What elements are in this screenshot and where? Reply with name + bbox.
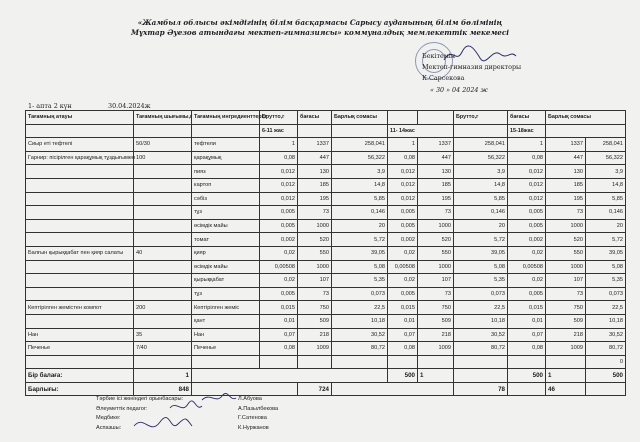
table-cell: 185 bbox=[418, 178, 454, 192]
table-cell: 0,005 bbox=[388, 206, 418, 220]
table-cell: 0,08 bbox=[508, 342, 546, 356]
approval-role: Мектеп-гимназия директоры bbox=[422, 63, 522, 71]
header-cell: Барлық сомасы bbox=[332, 111, 388, 125]
approval-label: Бекітемін bbox=[422, 52, 456, 60]
table-cell bbox=[26, 233, 134, 247]
table-cell: 0,002 bbox=[260, 233, 298, 247]
table-cell: 0,015 bbox=[388, 301, 418, 315]
table-cell bbox=[454, 355, 508, 369]
table-cell: 5,35 bbox=[332, 274, 388, 288]
table-row bbox=[26, 314, 626, 328]
table-cell: 30,52 bbox=[586, 328, 626, 342]
table-cell: 39,05 bbox=[586, 246, 626, 260]
table-cell: 0,012 bbox=[508, 178, 546, 192]
table-cell: Балғын қырыққабат пен қияр салаты bbox=[26, 246, 134, 260]
table-cell: 107 bbox=[546, 274, 586, 288]
header-cell: 6-11 жас bbox=[260, 124, 298, 138]
header-cell: Тағамның ингредиенттері,г bbox=[192, 111, 260, 125]
table-cell: 0,012 bbox=[260, 178, 298, 192]
table-cell: 218 bbox=[418, 328, 454, 342]
header-cell: Тағамның шығымы,г bbox=[134, 111, 192, 125]
table-cell: 218 bbox=[298, 328, 332, 342]
signature-name: Л.Абуова bbox=[238, 396, 262, 402]
header-cell: Брутто,г bbox=[260, 111, 298, 125]
table-row bbox=[26, 151, 626, 165]
table-cell bbox=[134, 206, 192, 220]
table-cell: 185 bbox=[546, 178, 586, 192]
header-cell bbox=[418, 111, 454, 125]
table-cell: 0,073 bbox=[332, 287, 388, 301]
table-cell: 258,041 bbox=[586, 138, 626, 152]
table-row bbox=[26, 206, 626, 220]
table-cell: 0,005 bbox=[260, 219, 298, 233]
total-cell bbox=[192, 369, 388, 383]
table-cell: 0,012 bbox=[508, 192, 546, 206]
table-cell: 10,18 bbox=[332, 314, 388, 328]
table-cell: 100 bbox=[134, 151, 192, 165]
table-row bbox=[26, 328, 626, 342]
table-cell: 5,08 bbox=[586, 260, 626, 274]
table-cell bbox=[26, 192, 134, 206]
table-cell: 0,08 bbox=[260, 342, 298, 356]
table-cell: 0,146 bbox=[586, 206, 626, 220]
table-cell: 0,02 bbox=[508, 246, 546, 260]
header-cell: бағасы bbox=[298, 111, 332, 125]
table-cell: 0,08 bbox=[388, 151, 418, 165]
table-cell: 0,073 bbox=[454, 287, 508, 301]
table-cell: 447 bbox=[298, 151, 332, 165]
table-cell: 447 bbox=[418, 151, 454, 165]
table-cell: 39,05 bbox=[332, 246, 388, 260]
table-cell: 200 bbox=[134, 301, 192, 315]
table-cell bbox=[26, 165, 134, 179]
table-cell bbox=[134, 233, 192, 247]
table-cell: 258,041 bbox=[332, 138, 388, 152]
table-cell: қант bbox=[192, 314, 260, 328]
table-cell: 1337 bbox=[418, 138, 454, 152]
table-cell: 0,146 bbox=[454, 206, 508, 220]
table-cell: 550 bbox=[546, 246, 586, 260]
table-cell: 0,012 bbox=[388, 192, 418, 206]
table-cell: 0,012 bbox=[388, 178, 418, 192]
signature-name: А.Пазылбекова bbox=[238, 405, 279, 412]
table-cell: Печенье bbox=[26, 342, 134, 356]
total-cell: 500 bbox=[586, 369, 626, 383]
table-cell bbox=[134, 178, 192, 192]
table-cell: 0,005 bbox=[508, 219, 546, 233]
table-cell: 0,073 bbox=[586, 287, 626, 301]
org-title-line2: Мұхтар Әуезов атындағы мектеп-гимназиясы» коммуналдық мемлекеттік мекемесі bbox=[131, 28, 509, 37]
table-cell bbox=[134, 192, 192, 206]
table-row bbox=[26, 178, 626, 192]
table-cell: 0,012 bbox=[260, 192, 298, 206]
table-cell: 1000 bbox=[546, 260, 586, 274]
table-cell: 5,35 bbox=[586, 274, 626, 288]
total-cell bbox=[508, 382, 546, 396]
table-cell: 0,015 bbox=[260, 301, 298, 315]
signature-name: К.Нуржанов bbox=[238, 424, 269, 431]
table-cell: 0,01 bbox=[260, 314, 298, 328]
table-cell: 0,01 bbox=[508, 314, 546, 328]
table-cell: 0,02 bbox=[260, 274, 298, 288]
table-cell: 5,85 bbox=[332, 192, 388, 206]
handwritten-signatures bbox=[130, 392, 240, 440]
table-row bbox=[26, 301, 626, 315]
table-cell: 258,041 bbox=[454, 138, 508, 152]
table-cell: тефтели bbox=[192, 138, 260, 152]
table-cell: Печенье bbox=[192, 342, 260, 356]
table-cell: Кептірілген жемістен компот bbox=[26, 301, 134, 315]
table-cell: 750 bbox=[546, 301, 586, 315]
table-cell: 0,02 bbox=[388, 246, 418, 260]
table-cell bbox=[26, 219, 134, 233]
table-cell bbox=[134, 314, 192, 328]
total-cell: 724 bbox=[298, 382, 332, 396]
table-cell: 20 bbox=[332, 219, 388, 233]
table-cell: 130 bbox=[546, 165, 586, 179]
table-cell: Нан bbox=[26, 328, 134, 342]
table-cell: 185 bbox=[298, 178, 332, 192]
table-cell: 7/40 bbox=[134, 342, 192, 356]
table-cell: 0,005 bbox=[260, 206, 298, 220]
per-child-total-row bbox=[26, 369, 626, 383]
table-cell: 0,012 bbox=[388, 165, 418, 179]
table-cell: 520 bbox=[546, 233, 586, 247]
table-cell: 195 bbox=[298, 192, 332, 206]
table-row bbox=[26, 192, 626, 206]
total-cell: 500 bbox=[508, 369, 546, 383]
table-cell: 1 bbox=[260, 138, 298, 152]
table-cell: 14,8 bbox=[586, 178, 626, 192]
table-cell: 0,015 bbox=[508, 301, 546, 315]
table-cell: 1000 bbox=[298, 260, 332, 274]
table-cell: 73 bbox=[546, 206, 586, 220]
table-cell: 0,00508 bbox=[388, 260, 418, 274]
table-cell: 5,72 bbox=[586, 233, 626, 247]
total-cell bbox=[586, 382, 626, 396]
table-cell: 1009 bbox=[298, 342, 332, 356]
header-cell bbox=[298, 124, 332, 138]
total-cell bbox=[454, 369, 508, 383]
table-row bbox=[26, 246, 626, 260]
table-cell: 0,02 bbox=[388, 274, 418, 288]
table-cell: 195 bbox=[418, 192, 454, 206]
table-cell bbox=[298, 355, 332, 369]
table-row bbox=[26, 342, 626, 356]
table-cell: 1000 bbox=[298, 219, 332, 233]
table-cell: 22,5 bbox=[332, 301, 388, 315]
table-cell: 1 bbox=[388, 138, 418, 152]
week-label: 1- апта 2 күн bbox=[28, 102, 72, 110]
table-cell: 0,146 bbox=[332, 206, 388, 220]
table-cell: 447 bbox=[546, 151, 586, 165]
header-cell: бағасы bbox=[508, 111, 546, 125]
table-cell: картоп bbox=[192, 178, 260, 192]
signature-role: Медбике: bbox=[96, 415, 121, 421]
table-cell: 5,85 bbox=[454, 192, 508, 206]
header-cell bbox=[332, 124, 388, 138]
table-cell: 5,08 bbox=[332, 260, 388, 274]
table-cell: 0,00508 bbox=[260, 260, 298, 274]
table-cell: 80,72 bbox=[586, 342, 626, 356]
grand-total-row bbox=[26, 382, 626, 396]
table-cell: 50/30 bbox=[134, 138, 192, 152]
table-cell: 30,52 bbox=[332, 328, 388, 342]
table-row bbox=[26, 165, 626, 179]
table-cell: томат bbox=[192, 233, 260, 247]
table-cell: 0,005 bbox=[388, 219, 418, 233]
table-cell: 130 bbox=[418, 165, 454, 179]
table-cell: Кептірілген жеміс bbox=[192, 301, 260, 315]
table-row bbox=[26, 355, 626, 369]
table-cell: 1337 bbox=[298, 138, 332, 152]
table-cell: 56,322 bbox=[586, 151, 626, 165]
header-cell bbox=[546, 124, 626, 138]
table-row bbox=[26, 287, 626, 301]
table-cell bbox=[26, 314, 134, 328]
table-cell: 218 bbox=[546, 328, 586, 342]
table-cell: 0,07 bbox=[260, 328, 298, 342]
table-cell: 3,9 bbox=[332, 165, 388, 179]
table-cell: 22,5 bbox=[454, 301, 508, 315]
table-cell: 73 bbox=[546, 287, 586, 301]
table-cell: 5,08 bbox=[454, 260, 508, 274]
table-cell bbox=[134, 219, 192, 233]
table-cell: тұз bbox=[192, 287, 260, 301]
table-cell: 0,005 bbox=[260, 287, 298, 301]
table-cell bbox=[192, 355, 260, 369]
header-cell bbox=[26, 124, 134, 138]
table-cell bbox=[26, 274, 134, 288]
table-cell bbox=[332, 355, 388, 369]
table-cell: 0,08 bbox=[260, 151, 298, 165]
table-cell: 73 bbox=[418, 287, 454, 301]
table-cell: 750 bbox=[298, 301, 332, 315]
table-cell: 0,012 bbox=[260, 165, 298, 179]
table-cell: 1000 bbox=[418, 260, 454, 274]
table-cell: 5,85 bbox=[586, 192, 626, 206]
table-cell: 509 bbox=[418, 314, 454, 328]
header-cell bbox=[192, 124, 260, 138]
table-cell: өсімдік майы bbox=[192, 219, 260, 233]
table-cell: 5,72 bbox=[332, 233, 388, 247]
table-cell bbox=[546, 355, 586, 369]
org-title-line1: «Жамбыл облысы әкімдігінің білім басқармасы Сарысу ауданының білім бөлімінің bbox=[137, 18, 503, 27]
table-cell: 20 bbox=[586, 219, 626, 233]
table-cell: 550 bbox=[418, 246, 454, 260]
table-cell: сәбіз bbox=[192, 192, 260, 206]
approval-date: « 30 » 04 2024 ж bbox=[430, 86, 488, 94]
table-cell bbox=[134, 355, 192, 369]
table-cell bbox=[134, 274, 192, 288]
table-cell: 73 bbox=[418, 206, 454, 220]
total-cell: 1 bbox=[134, 369, 192, 383]
header-cell: Тағамның атауы bbox=[26, 111, 134, 125]
total-cell: 1 bbox=[418, 369, 454, 383]
table-cell: 520 bbox=[298, 233, 332, 247]
table-cell: 73 bbox=[298, 206, 332, 220]
table-cell: 0,01 bbox=[388, 314, 418, 328]
header-cell: Барлық сомасы bbox=[546, 111, 626, 125]
table-cell: 1009 bbox=[418, 342, 454, 356]
table-cell: 1000 bbox=[418, 219, 454, 233]
table-cell: 80,72 bbox=[454, 342, 508, 356]
total-cell: Бір балаға: bbox=[26, 369, 134, 383]
table-cell: 520 bbox=[418, 233, 454, 247]
table-cell: 10,18 bbox=[586, 314, 626, 328]
menu-date: 30.04.2024ж bbox=[108, 102, 151, 110]
table-cell: 40 bbox=[134, 246, 192, 260]
table-cell: қарақұмық bbox=[192, 151, 260, 165]
table-cell: 0,00508 bbox=[508, 260, 546, 274]
table-cell: 509 bbox=[546, 314, 586, 328]
table-row bbox=[26, 233, 626, 247]
table-cell: қияр bbox=[192, 246, 260, 260]
table-cell: 750 bbox=[418, 301, 454, 315]
table-cell: Нан bbox=[192, 328, 260, 342]
table-row bbox=[26, 138, 626, 152]
table-cell bbox=[26, 206, 134, 220]
table-cell: Гарнир: пісірілген қарақұмық тұздығымен bbox=[26, 151, 134, 165]
header-cell bbox=[388, 111, 418, 125]
table-cell bbox=[26, 178, 134, 192]
table-cell: 10,18 bbox=[454, 314, 508, 328]
table-cell: 56,322 bbox=[332, 151, 388, 165]
total-cell: 500 bbox=[388, 369, 418, 383]
table-cell: 14,8 bbox=[332, 178, 388, 192]
table-cell: 22,5 bbox=[586, 301, 626, 315]
signature-role: Тәрбие ісі жөніндегі орынбасары: bbox=[96, 396, 184, 402]
table-cell: 3,9 bbox=[586, 165, 626, 179]
table-cell: 20 bbox=[454, 219, 508, 233]
table-cell: 0,08 bbox=[388, 342, 418, 356]
table-cell: 30,52 bbox=[454, 328, 508, 342]
table-cell: 73 bbox=[298, 287, 332, 301]
table-cell bbox=[134, 287, 192, 301]
total-cell: 1 bbox=[546, 369, 586, 383]
header-cell: Брутто,г bbox=[454, 111, 508, 125]
total-cell: 46 bbox=[546, 382, 586, 396]
table-cell: 5,72 bbox=[454, 233, 508, 247]
table-cell: 1000 bbox=[546, 219, 586, 233]
table-cell: 0,02 bbox=[260, 246, 298, 260]
header-cell: 11- 14жас bbox=[388, 124, 454, 138]
table-cell: 0,08 bbox=[508, 151, 546, 165]
signature-role: Әлеуметтік педагог: bbox=[96, 405, 148, 412]
menu-table bbox=[25, 110, 626, 396]
table-cell: 1337 bbox=[546, 138, 586, 152]
table-row bbox=[26, 274, 626, 288]
table-cell: 0,02 bbox=[508, 274, 546, 288]
table-cell: 3,9 bbox=[454, 165, 508, 179]
signature-role: Аспазшы: bbox=[96, 424, 122, 431]
total-cell bbox=[332, 382, 454, 396]
table-cell: 39,05 bbox=[454, 246, 508, 260]
table-cell: 0,012 bbox=[508, 165, 546, 179]
table-cell bbox=[26, 260, 134, 274]
table-row bbox=[26, 260, 626, 274]
total-cell: Барлығы: bbox=[26, 382, 134, 396]
approval-name: К.Сарсекова bbox=[422, 74, 465, 82]
table-cell: 107 bbox=[418, 274, 454, 288]
table-cell: 107 bbox=[298, 274, 332, 288]
header-row-1 bbox=[26, 111, 626, 125]
table-cell: 0,005 bbox=[388, 287, 418, 301]
table-cell: тұз bbox=[192, 206, 260, 220]
table-cell bbox=[508, 355, 546, 369]
table-cell: 195 bbox=[546, 192, 586, 206]
table-cell bbox=[388, 355, 418, 369]
table-cell bbox=[134, 165, 192, 179]
table-cell: 0,07 bbox=[508, 328, 546, 342]
table-cell: 550 bbox=[298, 246, 332, 260]
table-cell: 0,002 bbox=[508, 233, 546, 247]
table-cell: 35 bbox=[134, 328, 192, 342]
table-cell bbox=[26, 355, 134, 369]
header-cell bbox=[454, 124, 508, 138]
table-cell: 130 bbox=[298, 165, 332, 179]
table-cell: 14,8 bbox=[454, 178, 508, 192]
signature-name: Г.Сатенова bbox=[238, 415, 267, 421]
table-row bbox=[26, 219, 626, 233]
table-cell: Сиыр еті тефтелі bbox=[26, 138, 134, 152]
table-cell: 509 bbox=[298, 314, 332, 328]
table-cell: 0 bbox=[586, 355, 626, 369]
table-cell bbox=[418, 355, 454, 369]
total-cell: 78 bbox=[454, 382, 508, 396]
table-cell: 0,002 bbox=[388, 233, 418, 247]
header-row-2 bbox=[26, 124, 626, 138]
header-cell: 15-18жас bbox=[508, 124, 546, 138]
table-cell: пияз bbox=[192, 165, 260, 179]
table-cell: 56,322 bbox=[454, 151, 508, 165]
header-cell bbox=[134, 124, 192, 138]
table-cell: өсімдік майы bbox=[192, 260, 260, 274]
table-cell bbox=[260, 355, 298, 369]
table-cell bbox=[26, 287, 134, 301]
table-cell: 1 bbox=[508, 138, 546, 152]
table-cell: 0,07 bbox=[388, 328, 418, 342]
table-cell: 1009 bbox=[546, 342, 586, 356]
total-cell: 848 bbox=[134, 382, 192, 396]
table-cell: 0,005 bbox=[508, 206, 546, 220]
table-cell bbox=[134, 260, 192, 274]
table-cell: қырыққабат bbox=[192, 274, 260, 288]
table-cell: 0,005 bbox=[508, 287, 546, 301]
table-cell: 5,35 bbox=[454, 274, 508, 288]
table-cell: 80,72 bbox=[332, 342, 388, 356]
